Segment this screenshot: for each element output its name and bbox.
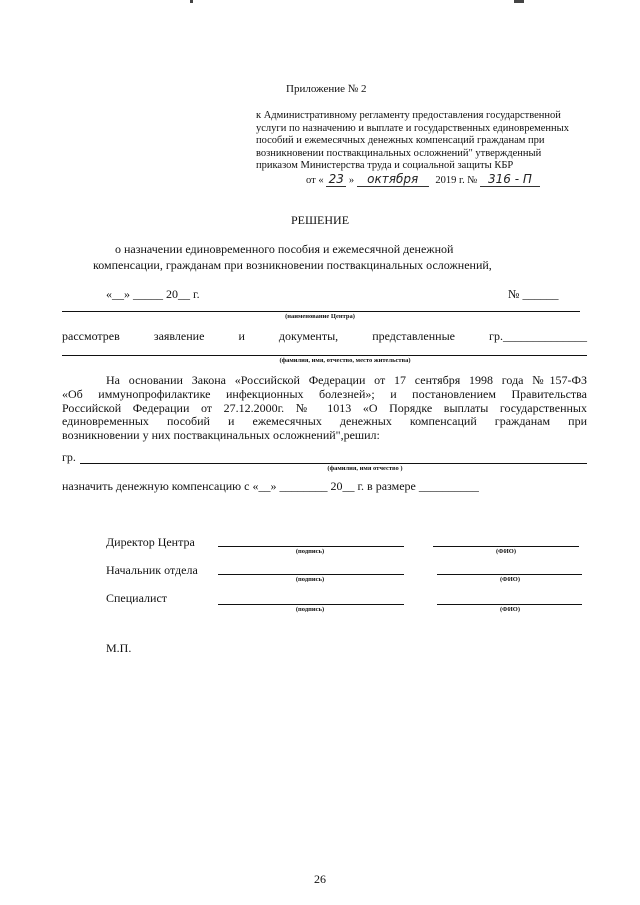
date-prefix: от «: [306, 175, 324, 186]
date-mid: »: [348, 175, 355, 186]
decision-subtitle: о назначении единовременного пособия и ежемесячной денежной: [115, 242, 454, 256]
handwritten-order-number: 316 - П: [480, 173, 540, 187]
considered-row: [62, 329, 587, 343]
appendix-title: Приложение № 2: [286, 83, 367, 95]
assign-line: назначить денежную компенсацию с «__» ________ 20__ г. в размере __________: [62, 479, 479, 493]
handwritten-day: 23: [326, 173, 346, 187]
decision-date-line: «__» _____ 20__ г.: [106, 287, 200, 301]
fio-caption: (ФИО): [495, 548, 517, 555]
handwritten-month: октября: [357, 173, 429, 187]
fio-line: [437, 574, 582, 575]
considered-word: заявление: [153, 329, 205, 343]
appendix-line: пособий и ежемесячных денежных компенсаций гражданам при: [256, 135, 545, 146]
basis-line: «Об иммунопрофилактике инфекционных болезней»; и постановлением Правительства: [62, 386, 587, 401]
page-number: 26: [314, 872, 326, 886]
appendix-date: [306, 173, 576, 191]
citizen-line: [80, 463, 587, 464]
signature-line: [218, 574, 404, 575]
appendix-line: возникновении поствакцинальных осложнений" утвержденный: [256, 147, 542, 159]
person-caption: (фамилия, имя, отчество, место жительства): [279, 357, 411, 364]
decision-subtitle: компенсации, гражданам при возникновении поствакцинальных осложнений,: [93, 258, 492, 272]
appendix-line: услуги по назначению и выплате и государственных единовременных: [256, 122, 569, 134]
signature-line: [218, 546, 404, 547]
signature-caption: (подпись): [295, 576, 325, 583]
signature-line: [218, 604, 404, 605]
signature-role: Начальник отдела: [106, 563, 198, 577]
decision-number-line: № ______: [508, 287, 559, 301]
person-line: [62, 355, 587, 356]
date-year-number: 2019 г. №: [435, 175, 478, 186]
fio-caption: (ФИО): [499, 576, 521, 583]
center-name-caption: (наименование Центра): [285, 313, 355, 320]
fio-caption: (ФИО): [499, 606, 521, 613]
considered-word: документы,: [278, 329, 339, 343]
scan-mark: [514, 0, 524, 3]
signature-caption: (подпись): [295, 548, 325, 555]
basis-line: Российской Федерации от 27.12.2000г. № 1013 «О Порядке выплаты государственных: [62, 400, 587, 415]
appendix-line: приказом Министерства труда и социальной защиты КБР: [256, 160, 514, 171]
fio-line: [433, 546, 579, 547]
citizen-label: гр.: [62, 450, 76, 464]
signature-role: Директор Центра: [106, 535, 195, 549]
decision-title: РЕШЕНИЕ: [290, 213, 350, 227]
considered-word: гр.______________: [489, 329, 587, 343]
fio-line: [437, 604, 582, 605]
basis-line: На основании Закона «Российской Федерации от 17 сентября 1998 года №157-ФЗ: [106, 373, 587, 387]
considered-word: рассмотрев: [62, 329, 120, 343]
appendix-line: к Административному регламенту предоставления государственной: [256, 110, 561, 121]
signature-role: Специалист: [106, 591, 168, 605]
appendix-text: [256, 110, 601, 173]
considered-word: и: [238, 329, 245, 343]
basis-line: возникновении у них поствакцинальных осложнений",решил:: [62, 428, 380, 443]
stamp-place: М.П.: [106, 641, 132, 655]
basis-paragraph: [62, 374, 587, 443]
considered-word: представленные: [372, 329, 455, 343]
signature-caption: (подпись): [295, 606, 325, 613]
scan-mark: [190, 0, 193, 3]
basis-line: единовременных пособий и ежемесячных денежных компенсаций гражданам при: [62, 414, 587, 429]
center-name-line: [62, 311, 580, 312]
citizen-caption: (фамилия, имя отчество ): [327, 465, 403, 472]
